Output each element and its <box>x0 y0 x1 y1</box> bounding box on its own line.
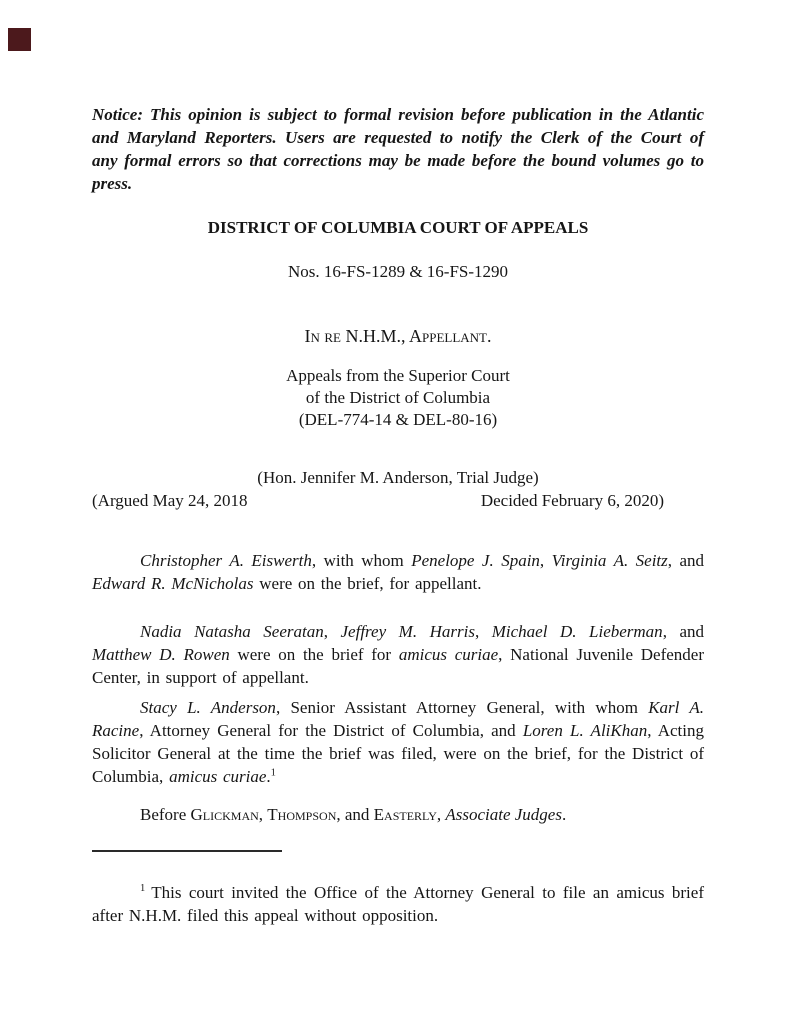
decided-date: Decided February 6, 2020) <box>480 491 664 510</box>
trial-judge-line: (Hon. Jennifer M. Anderson, Trial Judge) <box>257 468 539 487</box>
appeal-source-line-2: of the District of Columbia <box>305 388 491 407</box>
footnote-separator-rule <box>92 850 282 852</box>
case-numbers: Nos. 16-FS-1289 & 16-FS-1290 <box>287 262 509 281</box>
appeal-source-line-1: Appeals from the Superior Court <box>286 366 510 385</box>
corner-mark <box>8 28 31 51</box>
counsel-paragraph-amicus-district: Stacy L. Anderson, Senior Assistant Attorney General, with whom Karl A. Racine, Attorney General for the District of Columbia, and Loren L. AliKhan, Acting Solicitor General at the time the brief was filed, were on the brief, for the District of Columbia, amicus curiae.$^1$ <box>92 698 704 786</box>
revision-notice: Notice: This opinion is subject to formal revision before publication in the Atlantic and Maryland Reporters. Users are requested to notify the Clerk of the Court of any formal errors so that corrections may be made before the bound volumes go to press. <box>92 105 704 193</box>
counsel-paragraph-amicus-njdc: Nadia Natasha Seeratan, Jeffrey M. Harris, Michael D. Lieberman, and Matthew D. Rowen were on the brief for amicus curiae, National Juvenile Defender Center, in support of appellant. <box>92 622 705 687</box>
panel-judges-line: Before Glickman, Thompson, and Easterly, Associate Judges. <box>140 805 567 824</box>
appeal-source-line-3: (DEL-774-14 & DEL-80-16) <box>298 410 498 429</box>
court-name-heading: DISTRICT OF COLUMBIA COURT OF APPEALS <box>207 218 589 237</box>
case-caption: In re N.H.M., Appellant. <box>304 326 492 346</box>
footnote-1: $^1$ This court invited the Office of the Attorney General to file an amicus brief after N.H.M. filed this appeal without opposition. <box>92 883 704 925</box>
counsel-paragraph-appellant: Christopher A. Eiswerth, with whom Penelope J. Spain, Virginia A. Seitz, and Edward R. McNicholas were on the brief, for appellant. <box>92 551 705 593</box>
argued-decided-line <box>92 489 704 512</box>
appeal-source <box>92 365 704 431</box>
argued-date: (Argued May 24, 2018 <box>92 491 248 510</box>
